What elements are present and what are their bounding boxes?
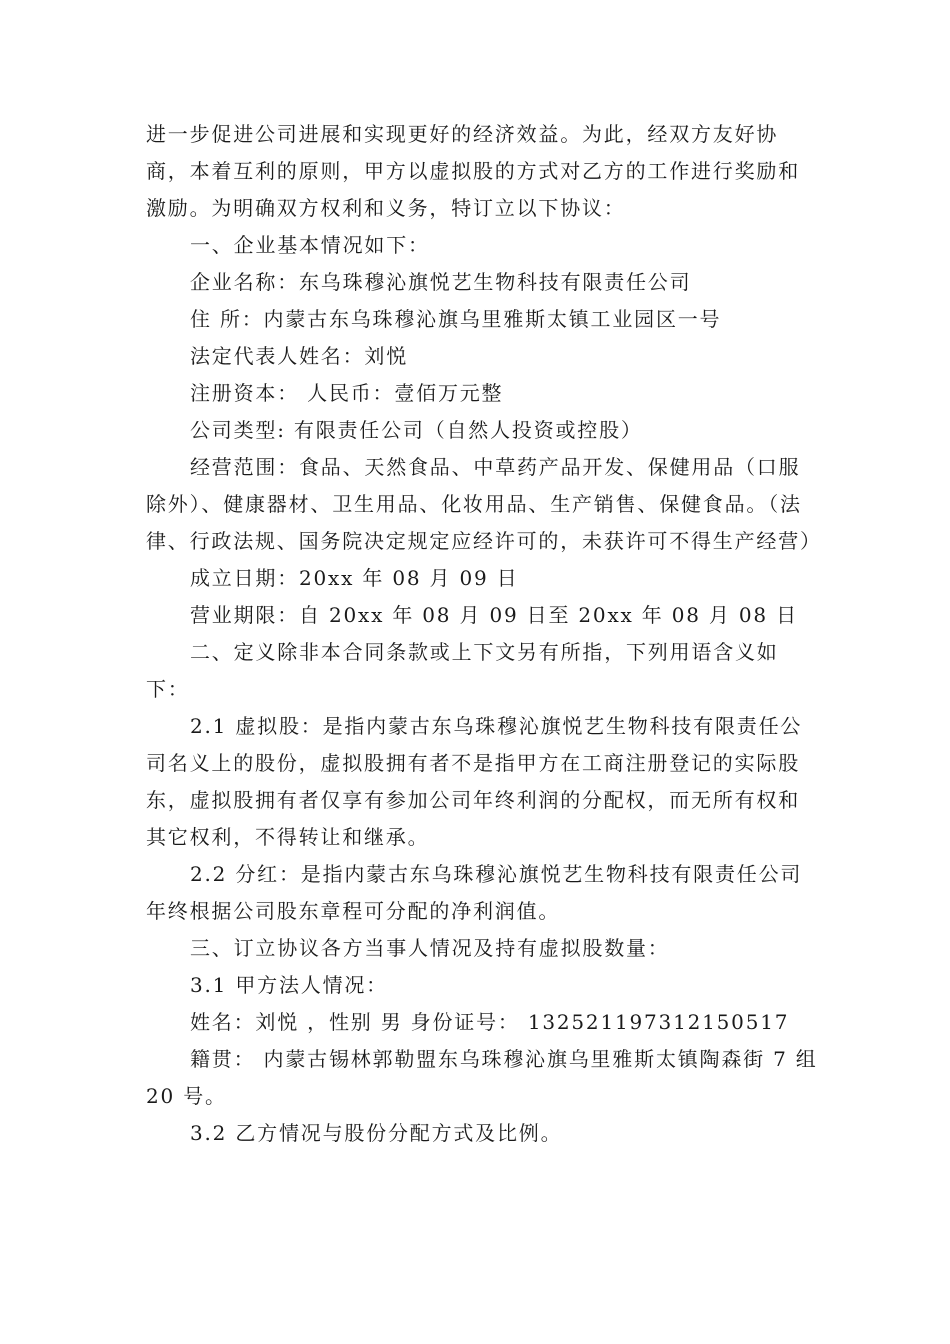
party-b-heading: 3.2 乙方情况与股份分配方式及比例。	[190, 1121, 563, 1145]
definition-dividend: 2.2 分红：是指内蒙古东乌珠穆沁旗悦艺生物科技有限责任公司年终根据公司股东章程可分配的净利润值。	[146, 862, 803, 923]
section-heading-definitions: 二、定义除非本合同条款或上下文另有所指，下列用语含义如下：	[146, 640, 779, 701]
company-address: 住 所：内蒙古东乌珠穆沁旗乌里雅斯太镇工业园区一号	[190, 307, 722, 331]
establishment-date: 成立日期：20xx 年 08 月 09 日	[190, 566, 519, 590]
party-a-hometown: 籍贯： 内蒙古锡林郭勒盟东乌珠穆沁旗乌里雅斯太镇陶森街 7 组 20 号。	[146, 1047, 818, 1108]
business-term: 营业期限：自 20xx 年 08 月 09 日至 20xx 年 08 月 08 日	[190, 603, 798, 627]
party-a-identity: 姓名：刘悦 ，性别 男 身份证号： 132521197312150517	[190, 1010, 790, 1034]
company-type: 公司类型: 有限责任公司（自然人投资或控股）	[190, 418, 643, 442]
paragraph-intro: 进一步促进公司进展和实现更好的经济效益。为此，经双方友好协商，本着互利的原则，甲方以虚拟股的方式对乙方的工作进行奖励和激励。为明确双方权利和义务，特订立以下协议：	[146, 122, 800, 220]
party-a-heading: 3.1 甲方法人情况：	[190, 973, 388, 997]
company-name: 企业名称：东乌珠穆沁旗悦艺生物科技有限责任公司	[190, 270, 692, 294]
business-scope: 经营范围：食品、天然食品、中草药产品开发、保健用品（口服除外）、健康器材、卫生用品、化妆用品、生产销售、保健食品。（法律、行政法规、国务院决定规定应经许可的，未获许可不得生产经营）	[146, 455, 822, 553]
legal-representative: 法定代表人姓名：刘悦	[190, 344, 408, 368]
definition-virtual-shares: 2.1 虚拟股：是指内蒙古东乌珠穆沁旗悦艺生物科技有限责任公司名义上的股份，虚拟股拥有者不是指甲方在工商注册登记的实际股东，虚拟股拥有者仅享有参加公司年终利润的分配权，而无所有权和其它权利，不得转让和继承。	[146, 714, 803, 849]
section-heading-company-info: 一、企业基本情况如下：	[190, 233, 430, 257]
registered-capital: 注册资本： 人民币：壹佰万元整	[190, 381, 504, 405]
section-heading-parties: 三、订立协议各方当事人情况及持有虚拟股数量：	[190, 936, 670, 960]
document-body	[146, 116, 822, 1152]
